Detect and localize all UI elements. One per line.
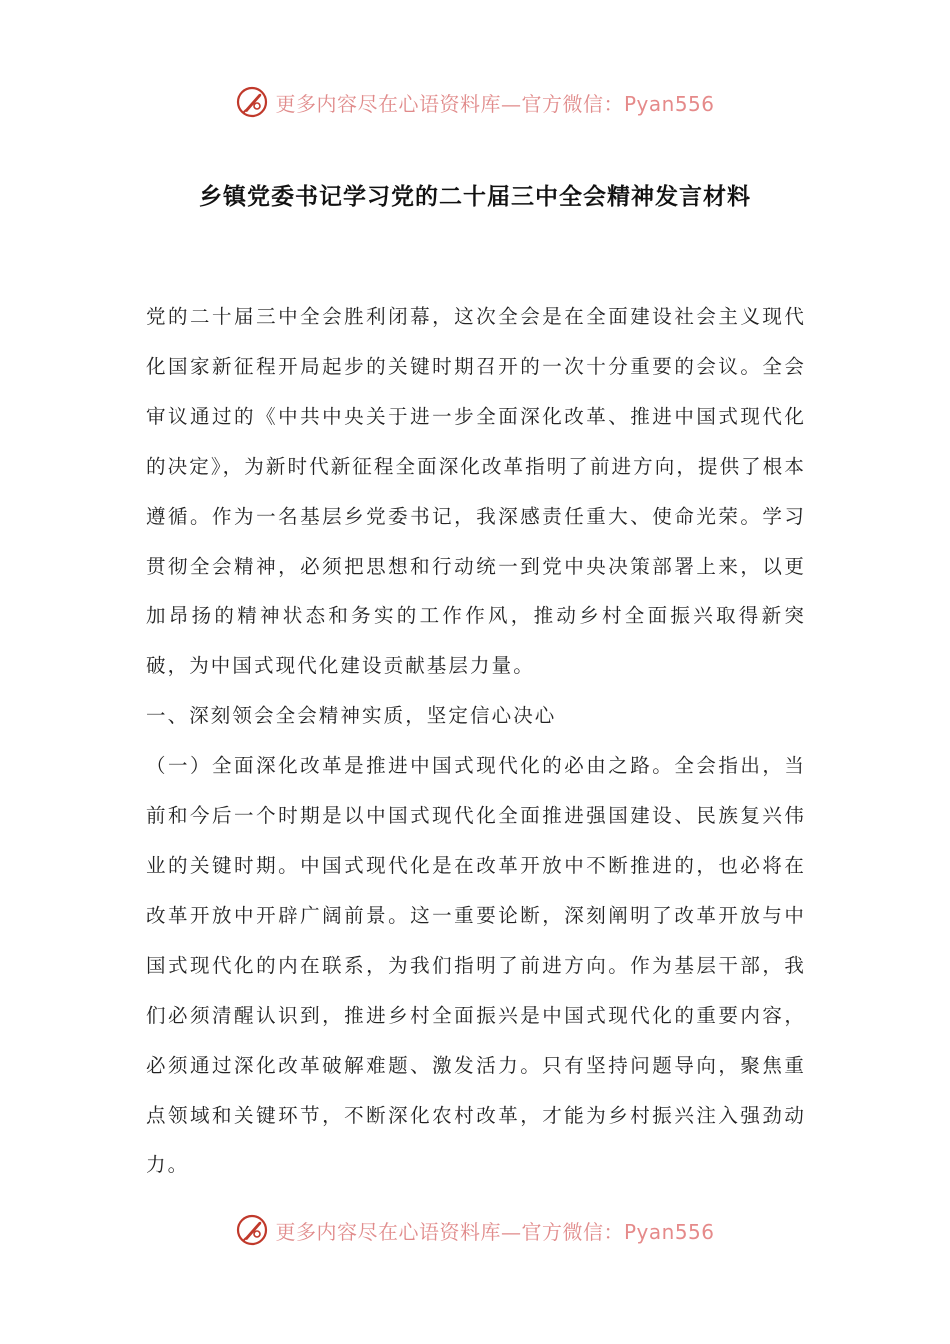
banner-slogan: 更多内容尽在心语资料库—官方微信： bbox=[275, 91, 624, 116]
banner-text bbox=[275, 88, 714, 117]
document-title: 乡镇党委书记学习党的二十届三中全会精神发言材料 bbox=[199, 184, 751, 210]
quill-pen-seal-icon bbox=[235, 85, 269, 119]
header-banner bbox=[0, 80, 950, 124]
section-heading: 一、深刻领会全会精神实质，坚定信心决心 bbox=[146, 704, 557, 728]
paragraph-section-one: （一）全面深化改革是推进中国式现代化的必由之路。全会指出，当前和今后一个时期是以中国式现代化全面推进强国建设、民族复兴伟业的关键时期。中国式现代化是在改革开放中不断推进的，也必将在改革开放中开辟广阔前景。这一重要论断，深刻阐明了改革开放与中国式现代化的内在联系，为我们指明了前进方向。作为基层干部，我们必须清醒认识到，推进乡村全面振兴是中国式现代化的重要内容，必须通过深化改革破解难题、激发活力。只有坚持问题导向，聚焦重点领域和关键环节，不断深化农村改革，才能为乡村振兴注入强劲动力。 bbox=[146, 754, 806, 1177]
banner-text bbox=[275, 1216, 714, 1245]
quill-pen-seal-icon bbox=[235, 1213, 269, 1247]
paragraph-intro: 党的二十届三中全会胜利闭幕，这次全会是在全面建设社会主义现代化国家新征程开局起步的关键时期召开的一次十分重要的会议。全会审议通过的《中共中央关于进一步全面深化改革、推进中国式现代化的决定》，为新时代新征程全面深化改革指明了前进方向，提供了根本遵循。作为一名基层乡党委书记，我深感责任重大、使命光荣。学习贯彻全会精神，必须把思想和行动统一到党中央决策部署上来，以更加昂扬的精神状态和务实的工作作风，推动乡村全面振兴取得新突破，为中国式现代化建设贡献基层力量。 bbox=[146, 305, 806, 678]
footer-banner bbox=[0, 1208, 950, 1252]
banner-wechat-id: Pyan556 bbox=[623, 1219, 715, 1244]
document-body bbox=[146, 292, 806, 1190]
banner-slogan: 更多内容尽在心语资料库—官方微信： bbox=[275, 1219, 624, 1244]
banner-wechat-id: Pyan556 bbox=[623, 91, 715, 116]
